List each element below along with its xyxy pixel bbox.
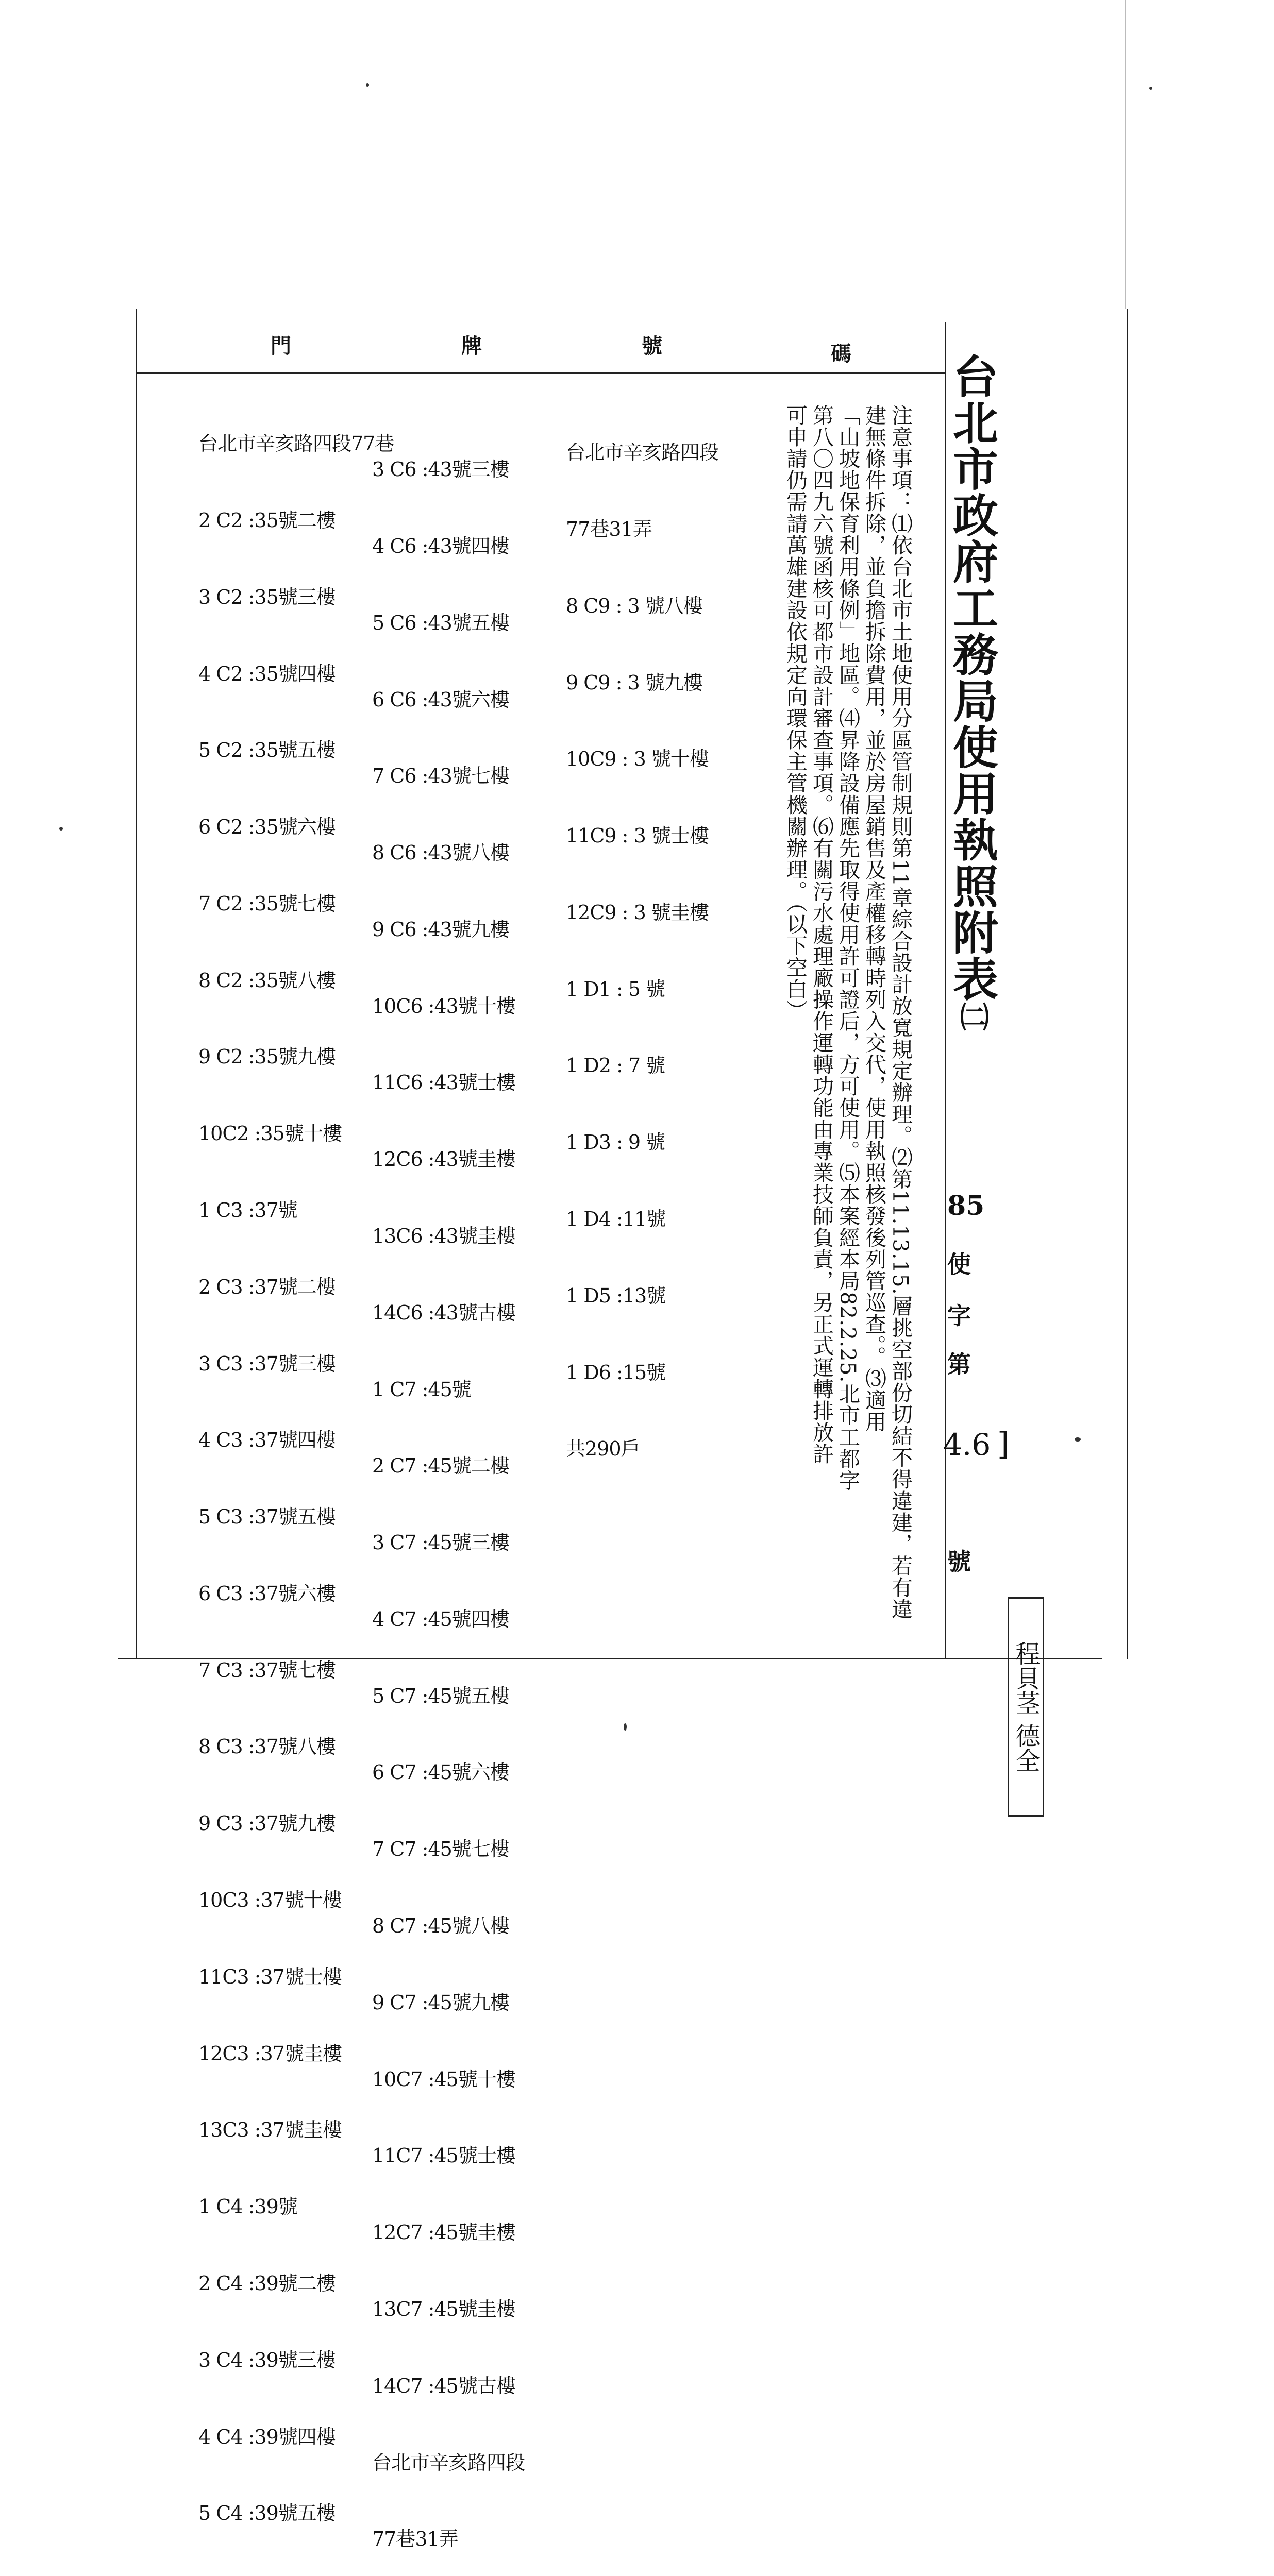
title-text: 台北市政府工務局使用執照附表 [946,353,999,1002]
note-line: 可申請仍需請萬雄建設依規定向環保主管機關辦理。（以下空白） [783,404,808,1022]
address-list-col3 [566,389,718,1488]
list-item: 4 C4 :39號四樓 [198,2425,336,2448]
list-item: 6 C2 :35號六樓 [198,816,336,839]
list-item: 5 C2 :35號五樓 [198,739,336,762]
list-item: 1 C3 :37號 [198,1199,297,1222]
note-line: 建無條件拆除，並負擔拆除費用，並於房屋銷售及產權移轉時列入交代，使用執照核發後列管巡查。。⑶適用 [862,404,886,1433]
header-col4: 碼 [831,342,851,366]
permit-char-2: 字 [947,1302,971,1330]
list-item: 8 C3 :37號八樓 [198,1735,336,1758]
permit-end: 號 [947,1548,971,1575]
note-line: 注意事項：⑴依台北市土地使用分區管制規則第11章綜合設計放寬規定辦理。⑵第11.13.15.層挑空部份切結不得違建，若有違 [888,404,913,1620]
col2-heading-line1: 台北市辛亥路四段 [372,2451,525,2474]
list-item: 14C7 :45號古樓 [372,2374,515,2397]
frame-left [136,309,137,1659]
list-item: 6 C7 :45號六樓 [372,1761,509,1784]
list-item: 11C7 :45號士樓 [372,2144,515,2167]
permit-mark: ] [997,1426,1010,1462]
col2-heading-line2: 77巷31弄 [372,2528,458,2551]
permit-char-3: 第 [947,1350,971,1378]
note-line: 「山坡地保育利用條例」地區。⑷昇降設備應先取得使用許可證后，方可使用。⑸本案經本局82.2.25.北市工都字 [835,404,860,1492]
list-item: 4 C6 :43號四樓 [372,534,509,557]
header-rule [136,372,945,374]
scan-speck [1149,87,1152,90]
list-item: 8 C2 :35號八樓 [198,969,336,992]
list-item: 7 C2 :35號七樓 [198,892,336,915]
permit-number: 4.6 [943,1427,991,1462]
list-item: 13C7 :45號圭樓 [372,2297,515,2320]
list-item: 10C7 :45號十樓 [372,2067,515,2091]
list-item: 1 D5 :13號 [566,1284,666,1307]
list-item: 9 C3 :37號九樓 [198,1812,336,1835]
list-item: 10C6 :43號十樓 [372,994,515,1018]
col3-heading-line2: 77巷31弄 [566,517,652,540]
list-item: 13C3 :37號圭樓 [198,2119,342,2142]
total-count: 共290戶 [566,1437,640,1461]
list-item: 1 D1 : 5 號 [566,977,665,1001]
list-item: 1 D2 : 7 號 [566,1054,665,1077]
page-title [946,353,1000,1032]
header-col3: 號 [642,334,662,358]
list-item: 8 C9 : 3 號八樓 [566,594,702,617]
list-item: 8 C7 :45號八樓 [372,1914,509,1938]
seal-stamp [1008,1597,1044,1817]
address-list-col2 [372,406,525,2576]
stamp-text: 程貝茎 德全 [1011,1641,1040,1773]
frame-right [1127,309,1128,1659]
list-item: 5 C7 :45號五樓 [372,1684,509,1707]
list-item: 12C7 :45號圭樓 [372,2221,515,2244]
scan-speck [1075,1437,1081,1442]
list-item: 3 C6 :43號三樓 [372,458,509,481]
list-item: 11C6 :43號士樓 [372,1071,515,1094]
list-item: 11C3 :37號士樓 [198,1965,342,1988]
permit-year: 85 [947,1190,985,1222]
notes-block [782,404,913,1656]
list-item: 4 C7 :45號四樓 [372,1607,509,1631]
list-item: 1 C7 :45號 [372,1378,471,1401]
list-item: 5 C6 :43號五樓 [372,611,509,634]
list-item: 5 C3 :37號五樓 [198,1505,336,1529]
list-item: 5 C4 :39號五樓 [198,2502,336,2525]
list-item: 14C6 :43號古樓 [372,1301,515,1324]
list-item: 10C3 :37號十樓 [198,1889,342,1912]
list-item: 2 C2 :35號二樓 [198,509,336,532]
list-item: 13C6 :43號圭樓 [372,1225,515,1247]
list-item: 2 C7 :45號二樓 [372,1454,509,1478]
list-item: 1 C4 :39號 [198,2195,297,2218]
list-item: 8 C6 :43號八樓 [372,841,509,865]
list-item: 7 C3 :37號七樓 [198,1658,336,1682]
header-col1: 門 [271,334,291,358]
list-item: 10C2 :35號十樓 [198,1122,342,1145]
permit-char-1: 使 [947,1250,971,1278]
scan-speck [624,1723,627,1731]
list-item: 11C9 : 3 號士樓 [566,824,709,848]
scan-edge [1125,0,1126,309]
title-suffix: ㈡ [955,1002,990,1032]
list-item: 3 C7 :45號三樓 [372,1531,509,1554]
list-item: 1 D6 :15號 [566,1361,666,1384]
list-item: 10C9 : 3 號十樓 [566,748,709,771]
col1-heading: 台北市辛亥路四段77巷 [198,432,394,455]
list-item: 1 D3 : 9 號 [566,1131,665,1154]
list-item: 6 C3 :37號六樓 [198,1582,336,1605]
scan-speck [366,83,369,87]
list-item: 9 C6 :43號九樓 [372,918,509,941]
list-item: 6 C6 :43號六樓 [372,688,509,711]
list-item: 7 C7 :45號七樓 [372,1838,509,1861]
list-item: 9 C9 : 3 號九樓 [566,671,702,694]
list-item: 9 C2 :35號九樓 [198,1045,336,1069]
address-list-col1 [198,380,394,2576]
list-item: 2 C3 :37號二樓 [198,1275,336,1298]
scan-speck [59,827,63,831]
list-item: 3 C4 :39號三樓 [198,2348,336,2371]
list-item: 7 C6 :43號七樓 [372,765,509,788]
list-item: 9 C7 :45號九樓 [372,1991,509,2014]
list-item: 4 C2 :35號四樓 [198,662,336,685]
note-line: 第八〇四九六號函核可都市設計審查事項。⑹有關污水處理廠操作運轉功能由專業技師負責，另正式運轉排放許 [809,404,834,1465]
list-item: 2 C4 :39號二樓 [198,2272,336,2295]
list-item: 12C9 : 3 號圭樓 [566,901,709,924]
list-item: 3 C2 :35號三樓 [198,585,336,608]
list-item: 3 C3 :37號三樓 [198,1352,336,1375]
list-item: 12C6 :43號圭樓 [372,1148,515,1171]
list-item: 1 D4 :11號 [566,1208,666,1230]
col3-heading-line1: 台北市辛亥路四段 [566,441,719,464]
list-item: 12C3 :37號圭樓 [198,2042,342,2065]
header-col2: 牌 [461,334,482,358]
list-item: 4 C3 :37號四樓 [198,1429,336,1452]
